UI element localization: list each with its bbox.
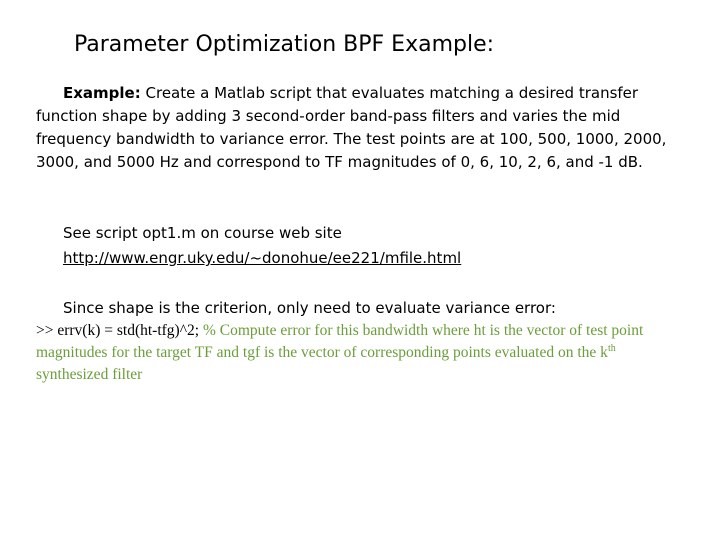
comment-superscript: th bbox=[607, 342, 616, 354]
example-label: Example: bbox=[63, 84, 141, 102]
see-script-text: See script opt1.m on course web site bbox=[63, 224, 342, 242]
slide-title: Parameter Optimization BPF Example: bbox=[74, 32, 495, 57]
course-web-link[interactable]: http://www.engr.uky.edu/~donohue/ee221/mfile.html bbox=[63, 249, 462, 267]
example-paragraph bbox=[36, 82, 676, 174]
code-block bbox=[36, 320, 676, 386]
comment-text-a: % Compute error for this bandwidth where ht is the vector of test point magnitudes for the target TF and tgf is the vector of corresponding points evaluated on the k bbox=[36, 322, 644, 361]
comment-text-b: synthesized filter bbox=[36, 366, 143, 383]
since-text: Since shape is the criterion, only need to evaluate variance error: bbox=[63, 299, 556, 317]
example-text: Create a Matlab script that evaluates matching a desired transfer function shape by adding 3 second-order band-pass filters and varies the mid frequency bandwidth to variance error. The test points are at 100, 500, 1000, 2000, 3000, and 5000 Hz and correspond to TF magnitudes of 0, 6, 10, 2, 6, and -1 dB. bbox=[36, 84, 667, 171]
matlab-command: >> errv(k) = std(ht-tfg)^2; bbox=[36, 322, 203, 339]
